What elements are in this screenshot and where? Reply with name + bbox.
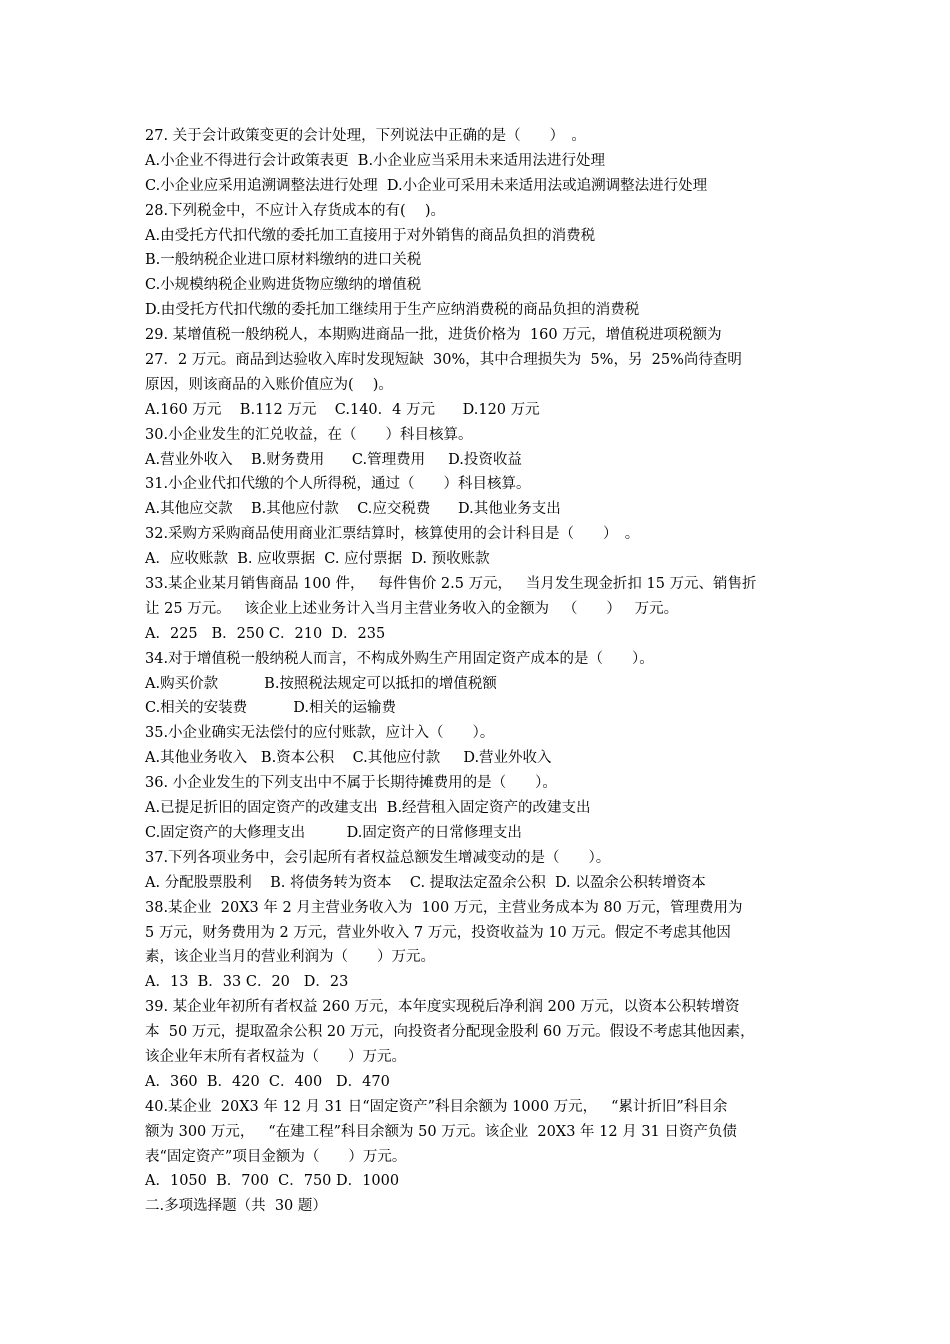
text-line: C.小企业应采用追溯调整法进行处理 D.小企业可采用未来适用法或追溯调整法进行处理 — [145, 177, 708, 194]
text-line: 27. 关于会计政策变更的会计处理，下列说法中正确的是（ ） 。 — [145, 128, 586, 144]
text-line: 5 万元，财务费用为 2 万元，营业外收入 7 万元，投资收益为 10 万元。假定不考虑其他因 — [145, 924, 731, 941]
text-line: 28.下列税金中，不应计入存货成本的有( )。 — [145, 202, 445, 219]
text-line: A．13 B．33 C．20 D．23 — [145, 974, 349, 991]
text-line: 39. 某企业年初所有者权益 260 万元，本年度实现税后净利润 200 万元，以资本公积转增资 — [145, 999, 740, 1016]
text-line: 二.多项选择题（共 30 题） — [145, 1198, 327, 1215]
text-line: C.小规模纳税企业购进货物应缴纳的增值税 — [145, 277, 422, 294]
text-line: 额为 300 万元， “在建工程”科目余额为 50 万元。该企业 20X3 年 12 月 31 日资产负债 — [145, 1123, 737, 1140]
text-line: 37.下列各项业务中，会引起所有者权益总额发生增减变动的是（ ）。 — [145, 849, 611, 866]
document-page — [145, 124, 810, 1219]
text-line: A. 分配股票股利 B. 将债务转为资本 C. 提取法定盈余公积 D. 以盈余公积转增资本 — [145, 874, 706, 891]
text-line: 40.某企业 20X3 年 12 月 31 日“固定资产”科目余额为 1000 万元， “累计折旧”科目余 — [145, 1098, 728, 1115]
text-line: A.由受托方代扣代缴的委托加工直接用于对外销售的商品负担的消费税 — [145, 227, 596, 244]
text-line: A.已提足折旧的固定资产的改建支出 B.经营租入固定资产的改建支出 — [145, 800, 591, 817]
text-line: 30.小企业发生的汇兑收益，在（ ）科目核算。 — [145, 426, 473, 443]
text-line: D.由受托方代扣代缴的委托加工继续用于生产应纳消费税的商品负担的消费税 — [145, 302, 640, 319]
text-line: A.其他应交款 B.其他应付款 C.应交税费 D.其他业务支出 — [145, 501, 561, 518]
text-line: 素，该企业当月的营业利润为（ ）万元。 — [145, 949, 435, 966]
text-line: A.160 万元 B.112 万元 C.140．4 万元 D.120 万元 — [145, 401, 540, 418]
text-line: A．360 B．420 C．400 D．470 — [145, 1073, 390, 1090]
text-line: 让 25 万元。 该企业上述业务计入当月主营业务收入的金额为 （ ） 万元。 — [145, 600, 679, 617]
text-line: A.购买价款 B.按照税法规定可以抵扣的增值税额 — [145, 675, 497, 692]
text-line: C.相关的安装费 D.相关的运输费 — [145, 700, 396, 717]
text-line: 34.对于增值税一般纳税人而言，不构成外购生产用固定资产成本的是（ ）。 — [145, 650, 654, 667]
text-line: 36. 小企业发生的下列支出中不属于长期待摊费用的是（ ）。 — [145, 775, 557, 792]
text-line: 27．2 万元。商品到达验收入库时发现短缺 30%，其中合理损失为 5%，另 25%尚待查明 — [145, 352, 742, 369]
text-line: 表“固定资产”项目金额为（ ）万元。 — [145, 1148, 407, 1165]
text-line: 本 50 万元，提取盈余公积 20 万元，向投资者分配现金股利 60 万元。假设不考虑其他因素， — [145, 1024, 755, 1041]
text-line: 29. 某增值税一般纳税人，本期购进商品一批，进货价格为 160 万元，增值税进项税额为 — [145, 327, 722, 344]
text-line: 31.小企业代扣代缴的个人所得税，通过（ ）科目核算。 — [145, 476, 531, 493]
text-line: 该企业年末所有者权益为（ ）万元。 — [145, 1048, 406, 1065]
text-line: B.一般纳税企业进口原材料缴纳的进口关税 — [145, 252, 422, 269]
text-line: 38.某企业 20X3 年 2 月主营业务收入为 100 万元，主营业务成本为 80 万元，管理费用为 — [145, 899, 743, 916]
text-line: A.营业外收入 B.财务费用 C.管理费用 D.投资收益 — [145, 451, 522, 468]
text-line: A．225 B．250 C．210 D．235 — [145, 625, 386, 642]
text-line: 原因，则该商品的入账价值应为( )。 — [145, 376, 393, 393]
text-line: 33.某企业某月销售商品 100 件， 每件售价 2.5 万元， 当月发生现金折扣 15 万元、销售折 — [145, 576, 757, 593]
text-line: A．1050 B．700 C．750 D．1000 — [145, 1173, 400, 1190]
text-line: 32.采购方采购商品使用商业汇票结算时，核算使用的会计科目是（ ） 。 — [145, 526, 640, 543]
text-line: A.其他业务收入 B.资本公积 C.其他应付款 D.营业外收入 — [145, 750, 552, 767]
text-line: A．应收账款 B. 应收票据 C. 应付票据 D. 预收账款 — [145, 551, 490, 568]
text-line: A.小企业不得进行会计政策表更 B.小企业应当采用未来适用法进行处理 — [145, 152, 606, 169]
text-line: 35.小企业确实无法偿付的应付账款，应计入（ ）。 — [145, 725, 495, 742]
text-line: C.固定资产的大修理支出 D.固定资产的日常修理支出 — [145, 824, 522, 841]
